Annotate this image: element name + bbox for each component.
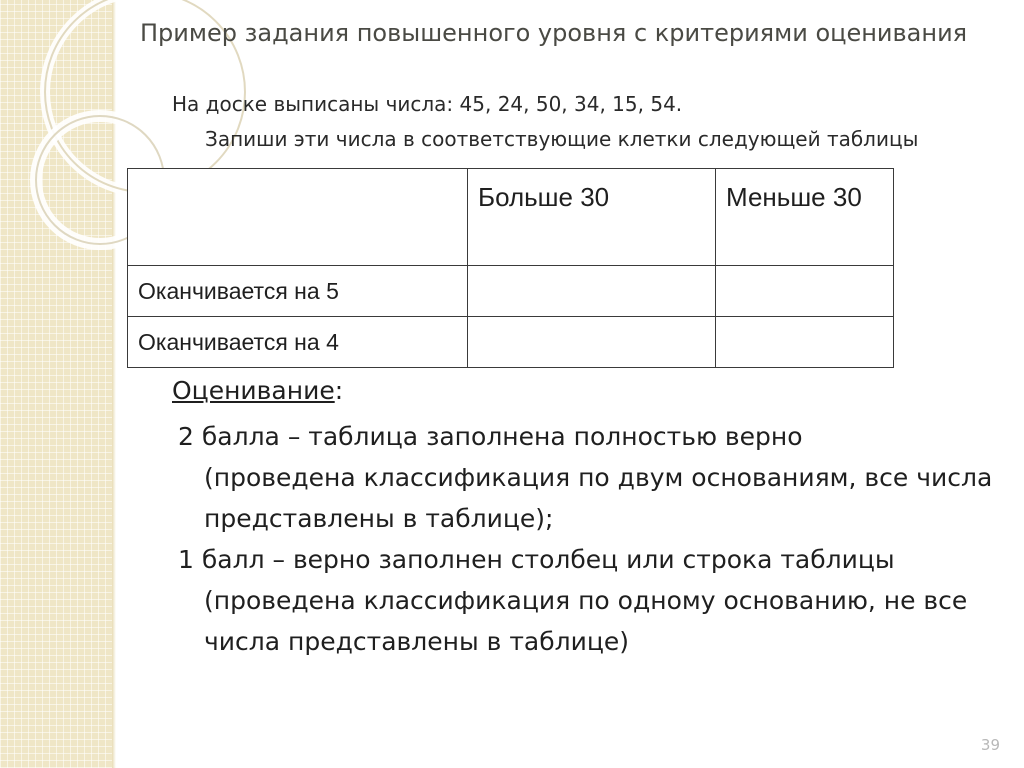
criterion-1-first: 1 балл – верно заполнен столбец или строка таблицы xyxy=(178,545,895,574)
evaluation-colon: : xyxy=(334,376,344,405)
header-less-than-30: Меньше 30 xyxy=(716,169,894,266)
criterion-2-first: 2 балла – таблица заполнена полностью верно xyxy=(178,422,803,451)
row-label-ends-5: Оканчивается на 5 xyxy=(128,266,468,317)
cell-ends5-less30[interactable] xyxy=(716,266,894,317)
criterion-2-points xyxy=(178,416,998,539)
table-row xyxy=(128,266,894,317)
table-header-row xyxy=(128,169,894,266)
corner-cell xyxy=(128,169,468,266)
evaluation-heading xyxy=(172,376,343,405)
instruction-text: Запиши эти числа в соответствующие клетки следующей таблицы xyxy=(205,127,919,151)
intro-line: На доске выписаны числа: 45, 24, 50, 34, 15, 54. xyxy=(172,92,683,116)
header-more-than-30: Больше 30 xyxy=(468,169,716,266)
classification-table xyxy=(127,168,894,368)
page-number: 39 xyxy=(980,736,1000,754)
evaluation-heading-text: Оценивание xyxy=(172,376,335,405)
cell-ends5-more30[interactable] xyxy=(468,266,716,317)
cell-ends4-more30[interactable] xyxy=(468,317,716,368)
criterion-1-point xyxy=(178,539,998,662)
row-label-ends-4: Оканчивается на 4 xyxy=(128,317,468,368)
table-row xyxy=(128,317,894,368)
cell-ends4-less30[interactable] xyxy=(716,317,894,368)
slide-title: Пример задания повышенного уровня с критериями оценивания xyxy=(140,19,968,47)
criterion-1-rest: (проведена классификация по одному основанию, не все числа представлены в таблице) xyxy=(204,586,968,656)
criterion-2-rest: (проведена классификация по двум основаниям, все числа представлены в таблице); xyxy=(204,463,993,533)
